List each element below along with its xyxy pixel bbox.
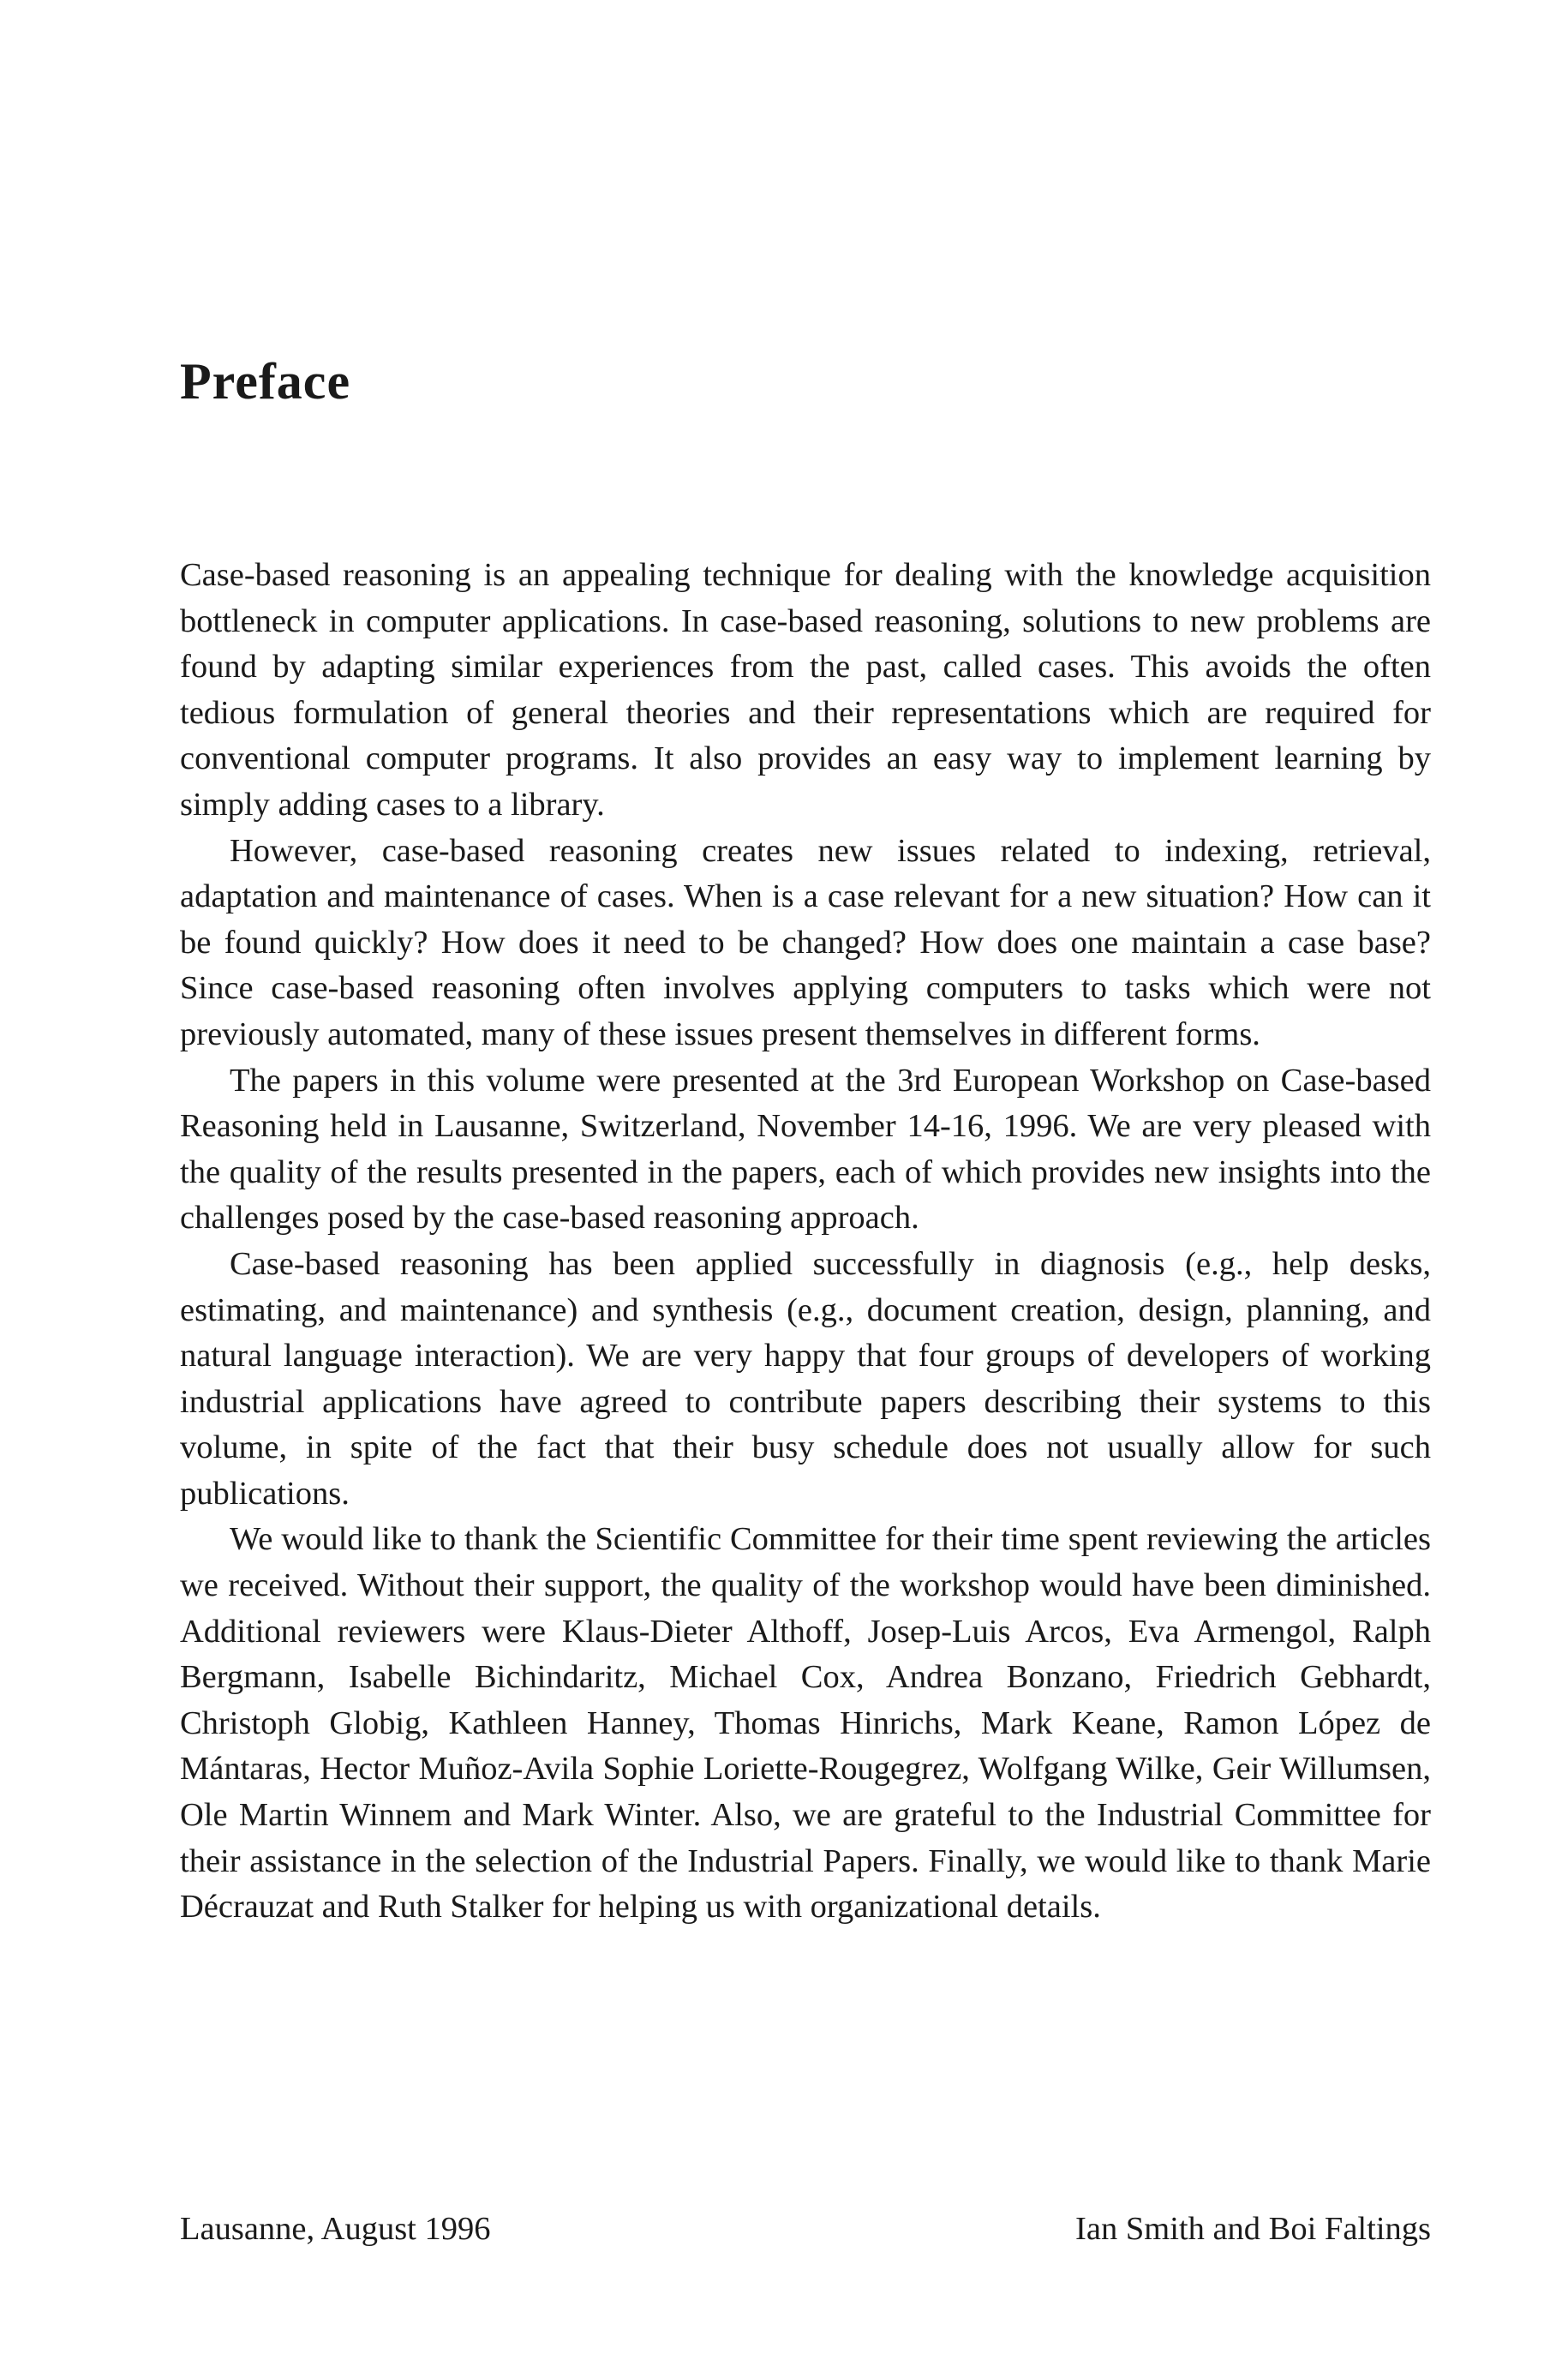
paragraph-3: The papers in this volume were presented at the 3rd European Workshop on Case-based Reasoning held in Lausanne, Switzerland, November 14-16, 1996. We are very pleased with the quality of the results presented in the papers, each of which provides new insights into the challenges posed by the case-based reasoning approach.: [180, 1062, 1431, 1237]
place-date: Lausanne, August 1996: [180, 2211, 491, 2247]
preface-body: [180, 553, 1431, 1931]
paragraph-2: However, case-based reasoning creates new issues related to indexing, retrieval, adaptation and maintenance of cases. When is a case relevant for a new situation? How can it be found quickly? How does it need to be changed? How does one maintain a case base? Since case-based reasoning often involves applying computers to tasks which were not previously automated, many of these issues present themselves in different forms.: [180, 832, 1431, 1052]
authors-signature: Ian Smith and Boi Faltings: [1075, 2211, 1431, 2247]
document-page: [180, 0, 1431, 2378]
paragraph-1: Case-based reasoning is an appealing technique for dealing with the knowledge acquisition bottleneck in computer applications. In case-based reasoning, solutions to new problems are found by adapting similar experiences from the past, called cases. This avoids the often tedious formulation of general theories and their representations which are required for conventional computer programs. It also provides an easy way to implement learning by simply adding cases to a library.: [180, 557, 1431, 823]
paragraph-5: We would like to thank the Scientific Committee for their time spent reviewing the articles we received. Without their support, the quality of the workshop would have been diminished. Additional reviewers were Klaus-Dieter Althoff, Josep-Luis Arcos, Eva Armengol, Ralph Bergmann, Isabelle Bichindaritz, Michael Cox, Andrea Bonzano, Friedrich Gebhardt, Christoph Globig, Kathleen Hanney, Thomas Hinrichs, Mark Keane, Ramon López de Mántaras, Hector Muñoz-Avila Sophie Loriette-Rougegrez, Wolfgang Wilke, Geir Willumsen, Ole Martin Winnem and Mark Winter. Also, we are grateful to the Industrial Committee for their assistance in the selection of the Industrial Papers. Finally, we would like to thank Marie Décrauzat and Ruth Stalker for helping us with organizational details.: [180, 1521, 1431, 1926]
signature-footer: [180, 2207, 1431, 2253]
paragraph-4: Case-based reasoning has been applied successfully in diagnosis (e.g., help desks, estimating, and maintenance) and synthesis (e.g., document creation, design, planning, and natural language interaction). We are very happy that four groups of developers of working industrial applications have agreed to contribute papers describing their systems to this volume, in spite of the fact that their busy schedule does not usually allow for such publications.: [180, 1245, 1431, 1512]
page-title: Preface: [180, 353, 351, 410]
